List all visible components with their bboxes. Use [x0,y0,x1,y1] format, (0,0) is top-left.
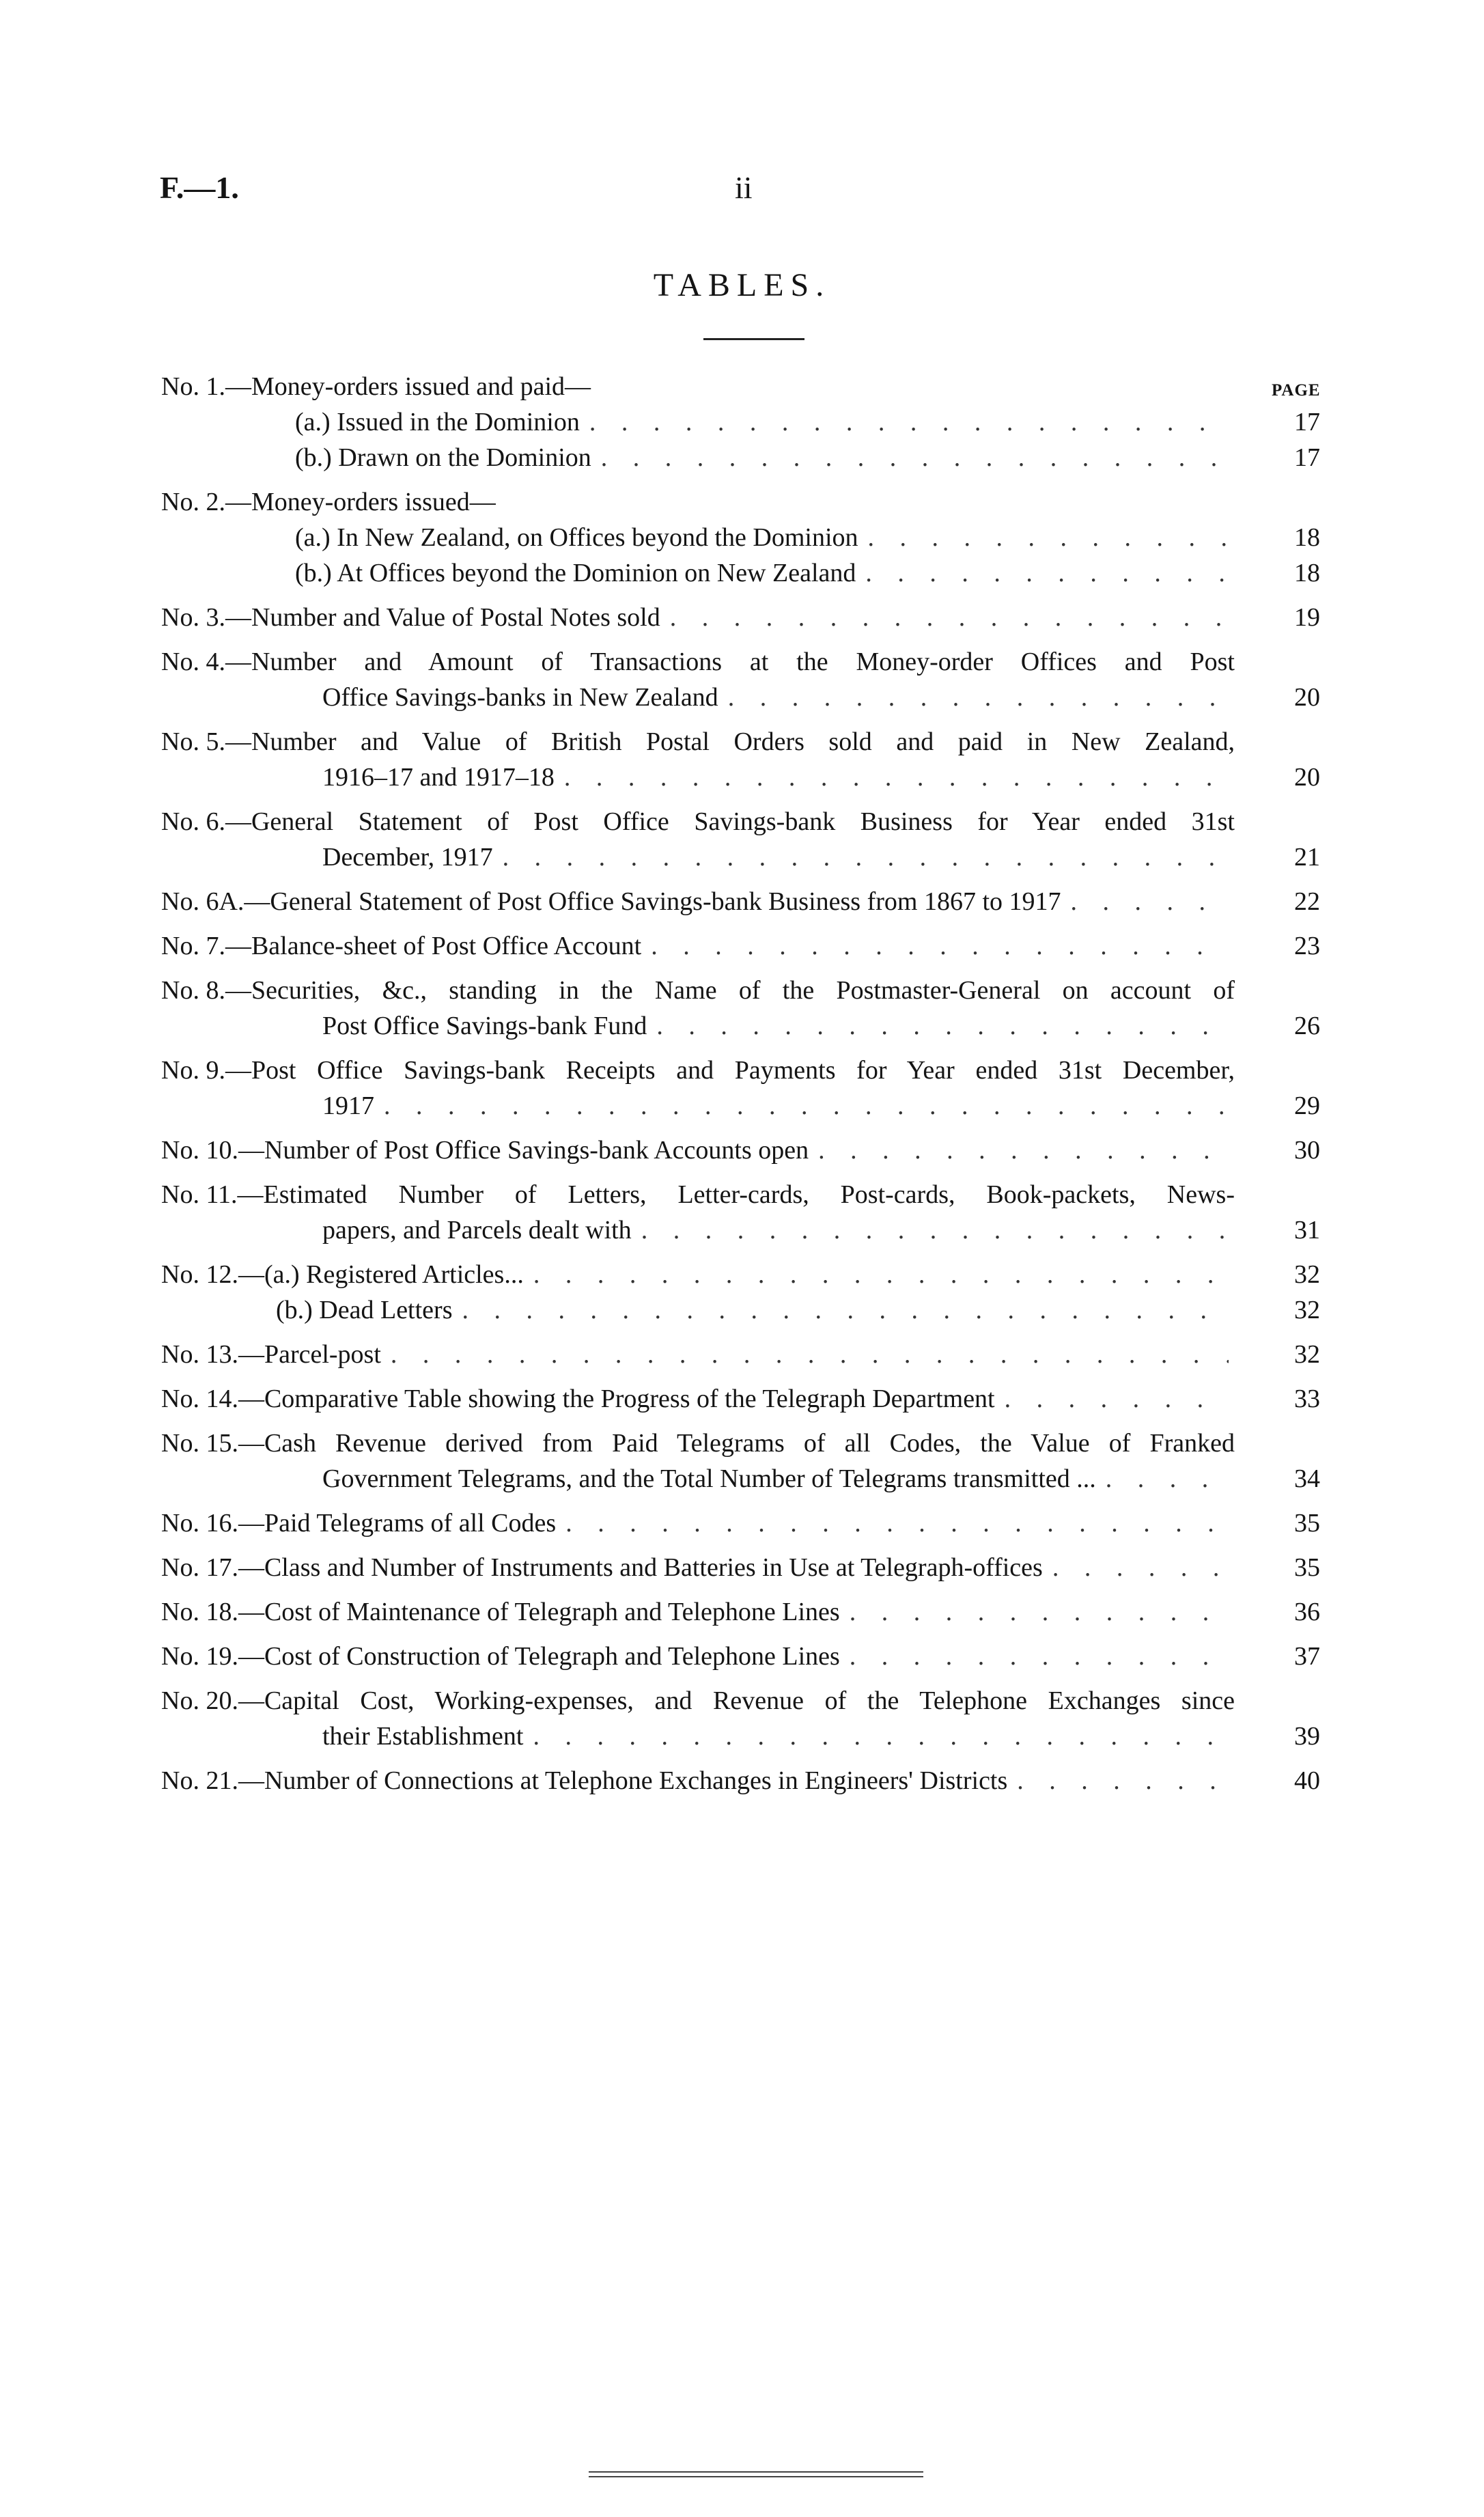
toc-sub-line [161,1292,1337,1328]
entry-page: 26 [1294,1012,1320,1040]
toc-sub-line [161,440,1337,475]
toc-entry [161,1594,1337,1630]
toc-line [161,644,1337,680]
toc-sub-line [161,555,1337,591]
toc-entry [161,484,1337,591]
toc-sub-line [161,404,1337,440]
entry-number: No. 12.— [161,1260,264,1289]
toc-entry [161,1337,1337,1372]
entry-title: Money-orders issued— [251,488,496,516]
entry-number: No. 6.— [161,807,251,836]
sub-entry-title: (b.) Drawn on the Dominion [295,443,591,472]
leader-dots [850,1594,1229,1630]
entry-number: No. 11.— [161,1180,264,1209]
entry-title: Balance-sheet of Post Office Account [251,932,642,960]
toc-line [161,1257,1337,1292]
entry-title: Number of Post Office Savings-bank Accounts open [264,1136,809,1165]
toc-line [161,1088,1337,1124]
leader-dots [656,1008,1229,1044]
entry-number: No. 19.— [161,1642,264,1671]
toc-line [161,1594,1337,1630]
entry-title: Number and Amount of Transactions at the Money-order Offices and Post [251,648,1235,676]
entry-title: 1917 [322,1091,374,1120]
entry-page: 32 [1294,1340,1320,1369]
leader-dots [1052,1550,1229,1585]
toc-line [161,1132,1337,1168]
entry-title: Money-orders issued and paid— [251,372,591,401]
leader-dots [1017,1763,1229,1798]
toc-line [161,760,1337,795]
toc-entry [161,928,1337,964]
entry-title: General Statement of Post Office Savings-bank Business from 1867 to 1917 [270,887,1061,916]
entry-number: No. 13.— [161,1340,264,1369]
toc-entry [161,600,1337,635]
toc-entry [161,1639,1337,1674]
leader-dots [641,1212,1229,1248]
toc-line [161,884,1337,919]
entry-page: 32 [1294,1260,1320,1289]
entry-number: No. 16.— [161,1509,264,1538]
entry-title: their Establishment [322,1722,524,1751]
entry-page: 20 [1294,683,1320,712]
toc-entry [161,644,1337,715]
entry-title: Number of Connections at Telephone Exchanges in Engineers' Districts [264,1766,1008,1795]
entry-page: 33 [1294,1385,1320,1413]
entry-page: 22 [1294,887,1320,916]
entry-page: 34 [1294,1464,1320,1493]
toc-entry [161,1257,1337,1328]
entry-title: 1916–17 and 1917–18 [322,763,555,792]
toc-entry [161,1763,1337,1798]
entry-number: No. 20.— [161,1686,264,1715]
leader-dots [1106,1461,1229,1497]
toc-line [161,1426,1337,1461]
leader-dots [670,600,1229,635]
leader-dots [391,1337,1229,1372]
leader-dots [503,839,1229,875]
entry-number: No. 1.— [161,372,251,401]
toc-line [161,724,1337,760]
entry-page: 40 [1294,1766,1320,1795]
entry-title: Number and Value of British Postal Orders sold and paid in New Zealand, [251,727,1235,756]
toc-line [161,1719,1337,1754]
entry-page: 35 [1294,1553,1320,1582]
table-of-contents [161,369,1337,1798]
toc-line [161,369,1337,404]
entry-title: Post Office Savings-bank Fund [322,1012,647,1040]
toc-entry [161,973,1337,1044]
toc-entry [161,804,1337,875]
toc-line [161,1008,1337,1044]
toc-entry [161,1177,1337,1248]
sub-entry-title: (b.) Dead Letters [276,1296,453,1324]
entry-number: No. 21.— [161,1766,264,1795]
entry-page: 39 [1294,1722,1320,1751]
entry-number: No. 9.— [161,1056,251,1085]
entry-title: General Statement of Post Office Savings-bank Business for Year ended 31st [251,807,1235,836]
leader-dots [462,1292,1229,1328]
entry-number: No. 10.— [161,1136,264,1165]
entry-title: Paid Telegrams of all Codes [264,1509,557,1538]
leader-dots [1005,1381,1229,1417]
toc-line [161,600,1337,635]
toc-entry [161,724,1337,795]
entry-title: Capital Cost, Working-expenses, and Revenue of the Telephone Exchanges since [264,1686,1235,1715]
toc-line [161,1381,1337,1417]
leader-dots [533,1257,1229,1292]
entry-page: 32 [1294,1296,1320,1324]
leader-dots [601,440,1229,475]
toc-entry [161,1132,1337,1168]
toc-line [161,1461,1337,1497]
toc-line [161,1550,1337,1585]
toc-entry [161,884,1337,919]
toc-entry [161,1505,1337,1541]
leader-dots [565,1505,1229,1541]
sub-entry-title: (a.) Registered Articles... [264,1260,524,1289]
leader-dots [533,1719,1229,1754]
toc-entry [161,369,1337,475]
entry-number: No. 4.— [161,648,251,676]
toc-line [161,839,1337,875]
toc-line [161,1337,1337,1372]
entry-title: Class and Number of Instruments and Batteries in Use at Telegraph-offices [264,1553,1043,1582]
entry-page: 37 [1294,1642,1320,1671]
leader-dots [651,928,1229,964]
toc-line [161,928,1337,964]
toc-line [161,1053,1337,1088]
entry-page: 18 [1294,559,1320,587]
entry-page: 35 [1294,1509,1320,1538]
entry-title: Post Office Savings-bank Receipts and Payments for Year ended 31st December, [251,1056,1235,1085]
entry-page: 36 [1294,1598,1320,1626]
entry-title: Securities, &c., standing in the Name of the Postmaster-General on account of [251,976,1235,1005]
toc-sub-line [161,520,1337,555]
sub-entry-title: (a.) In New Zealand, on Offices beyond the Dominion [295,523,858,552]
entry-title: Office Savings-banks in New Zealand [322,683,718,712]
entry-number: No. 2.— [161,488,251,516]
toc-line [161,1505,1337,1541]
entry-title: Parcel-post [264,1340,381,1369]
leader-dots [865,555,1229,591]
leader-dots [384,1088,1229,1124]
closing-rule [589,2471,923,2481]
entry-title: Cost of Maintenance of Telegraph and Telephone Lines [264,1598,840,1626]
page-column-heading: PAGE [1272,381,1321,400]
entry-number: No. 15.— [161,1429,264,1458]
leader-dots [818,1132,1229,1168]
toc-line [161,1177,1337,1212]
toc-line [161,1763,1337,1798]
entry-page: 17 [1294,408,1320,436]
entry-number: No. 8.— [161,976,251,1005]
entry-number: No. 3.— [161,603,251,632]
entry-title: Comparative Table showing the Progress of the Telegraph Department [264,1385,995,1413]
document-reference: F.—1. [160,170,239,205]
toc-line [161,680,1337,715]
entry-number: No. 7.— [161,932,251,960]
sub-entry-title: (a.) Issued in the Dominion [295,408,580,436]
page-title: TABLES. [653,267,831,303]
leader-dots [868,520,1229,555]
entry-title: Number and Value of Postal Notes sold [251,603,660,632]
entry-number: No. 17.— [161,1553,264,1582]
entry-title: Government Telegrams, and the Total Number of Telegrams transmitted ... [322,1464,1096,1493]
entry-number: No. 6A.— [161,887,270,916]
toc-entry [161,1053,1337,1124]
entry-number: No. 14.— [161,1385,264,1413]
entry-page: 31 [1294,1216,1320,1244]
leader-dots [728,680,1229,715]
toc-line [161,1683,1337,1719]
toc-line [161,1639,1337,1674]
entry-page: 18 [1294,523,1320,552]
page-number: ii [735,170,753,205]
leader-dots [1071,884,1229,919]
entry-title: Cost of Construction of Telegraph and Telephone Lines [264,1642,840,1671]
leader-dots [564,760,1229,795]
toc-entry [161,1426,1337,1497]
title-rule [703,338,804,340]
entry-title: Estimated Number of Letters, Letter-cards, Post-cards, Book-packets, News- [263,1180,1235,1209]
leader-dots [589,404,1229,440]
toc-line [161,484,1337,520]
toc-line [161,1212,1337,1248]
sub-entry-title: (b.) At Offices beyond the Dominion on New Zealand [295,559,856,587]
leader-dots [850,1639,1229,1674]
entry-title: Cash Revenue derived from Paid Telegrams of all Codes, the Value of Franked [264,1429,1235,1458]
toc-entry [161,1550,1337,1585]
entry-number: No. 18.— [161,1598,264,1626]
entry-title: December, 1917 [322,843,493,872]
toc-entry [161,1683,1337,1754]
entry-page: 20 [1294,763,1320,792]
entry-number: No. 5.— [161,727,251,756]
entry-title: papers, and Parcels dealt with [322,1216,632,1244]
toc-line [161,973,1337,1008]
entry-page: 19 [1294,603,1320,632]
entry-page: 23 [1294,932,1320,960]
entry-page: 30 [1294,1136,1320,1165]
entry-page: 29 [1294,1091,1320,1120]
toc-entry [161,1381,1337,1417]
toc-line [161,804,1337,839]
entry-page: 21 [1294,843,1320,872]
entry-page: 17 [1294,443,1320,472]
